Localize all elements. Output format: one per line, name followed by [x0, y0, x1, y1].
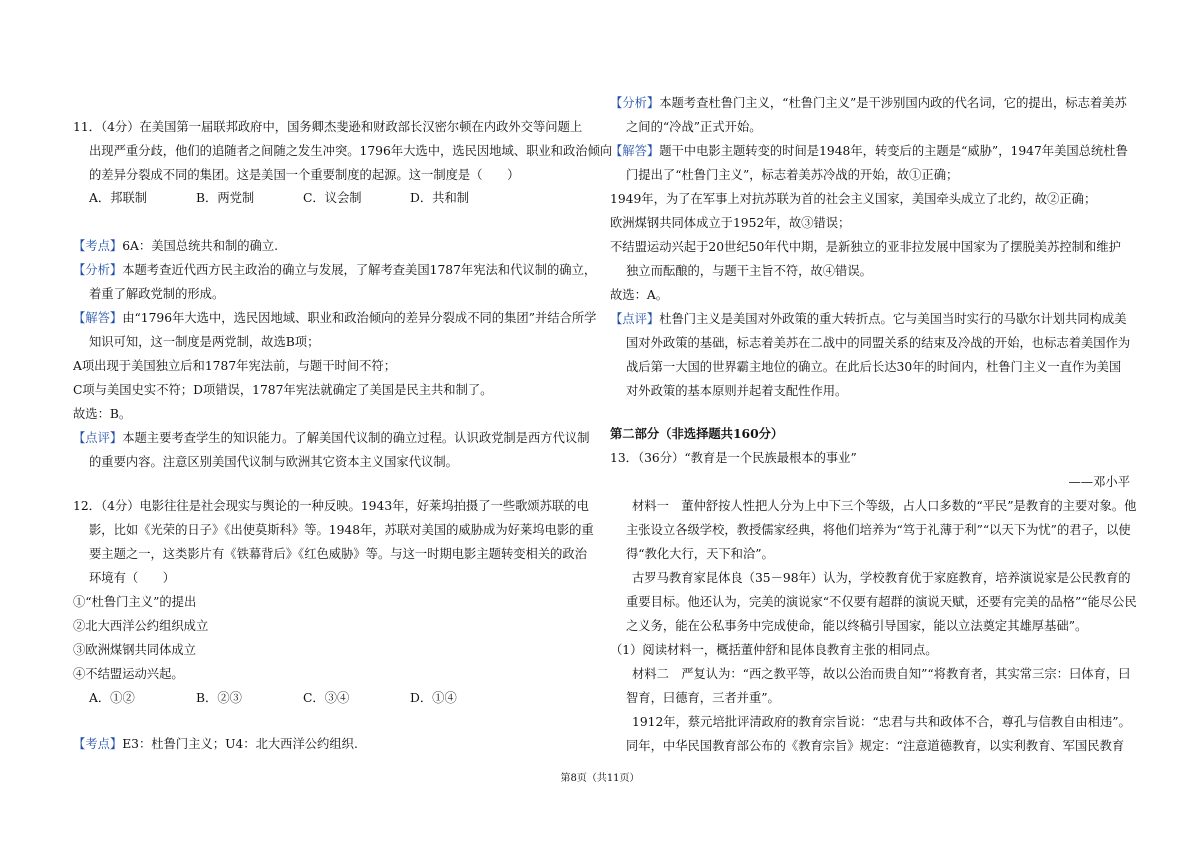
- q12-item-1: ①“杜鲁门主义”的提出: [73, 595, 197, 609]
- fenxi-tag: 【分析】: [73, 263, 123, 277]
- q11-kaodian: [73, 234, 278, 259]
- q11-options: [73, 186, 517, 211]
- q12-option-b: B．②③: [196, 691, 242, 705]
- fenxi-tag: 【分析】: [610, 96, 660, 110]
- q11-fenxi: [73, 258, 596, 283]
- q11-answer: 故选：B。: [73, 407, 132, 421]
- q13-m2-line-4: 同年，中华民国教育部公布的《教育宗旨》规定：“注意道德教育，以实利教育、军国民教育: [626, 739, 1125, 753]
- jieda-text: 题干中电影主题转变的时间是1948年，转变后的主题是“威胁”，1947年美国总统杜鲁: [659, 144, 1128, 158]
- fenxi-text: 本题考查近代西方民主政治的确立与发展，了解考查美国1787年宪法和代议制的确立，: [122, 263, 597, 277]
- q11-stem-line-3: 的差异分裂成不同的集团。这是美国一个重要制度的起源。这一制度是（ ）: [89, 168, 520, 182]
- q12-option-c: C．③④: [303, 691, 350, 705]
- q12-stem-line-4: 环境有（ ）: [89, 571, 176, 585]
- kaodian-tag: 【考点】: [73, 239, 123, 253]
- q12-fenxi-cont: 之间的“冷战”正式开始。: [626, 120, 762, 134]
- kaodian-text: 6A：美国总统共和制的确立.: [122, 239, 279, 253]
- q12-item-4: ④不结盟运动兴起。: [73, 667, 184, 681]
- q11-fenxi-cont: 着重了解政党制的形成。: [89, 287, 225, 301]
- q13-m1-line-4: 古罗马教育家昆体良（35－98年）认为，学校教育优于家庭教育，培养演说家是公民教育的: [632, 571, 1131, 585]
- jieda-tag: 【解答】: [73, 311, 123, 325]
- q12-jieda: [610, 139, 1128, 164]
- jieda-tag: 【解答】: [610, 144, 660, 158]
- q12-dianping-cont-2: 战后第一大国的世界霸主地位的确立。在此后长达30年的时间内，杜鲁门主义一直作为美国: [626, 360, 1122, 374]
- q13-m1-line-6: 之义务，能在公私事务中完成使命，能以终稿引导国家，能以立法奠定其雄厚基础”。: [626, 619, 1088, 633]
- q13-m1-line-1: 材料一 董仲舒按人性把人分为上中下三个等级，占人口多数的“平民”是教育的主要对象。他: [632, 499, 1137, 513]
- q12-option-a: A．①②: [89, 691, 135, 705]
- q12-stem-line-3: 要主题之一，这类影片有《铁幕背后》《红色威胁》等。与这一时期电影主题转变相关的政治: [89, 547, 588, 561]
- q12-item-3: ③欧洲煤钢共同体成立: [73, 643, 196, 657]
- q11-option-c: C．议会制: [303, 191, 362, 205]
- q11-stem-line-2: 出现严重分歧，他们的追随者之间随之发生冲突。1796年大选中，选民因地域、职业和政治倾向: [89, 144, 613, 158]
- kaodian-tag: 【考点】: [73, 737, 123, 751]
- section-title: 第二部分（非选择题共160分）: [610, 426, 784, 441]
- dianping-tag: 【点评】: [73, 431, 123, 445]
- q12-dianping-cont-1: 国对外政策的基础，标志着美苏在二战中的同盟关系的结束及冷战的开始，也标志着美国作为: [626, 336, 1131, 350]
- dianping-text: 本题主要考查学生的知识能力。了解美国代议制的确立过程。认识政党制是西方代议制: [122, 431, 590, 445]
- q13-title: 13．（36分）“教育是一个民族最根本的事业”: [610, 451, 857, 465]
- fenxi-text: 本题考查杜鲁门主义，“杜鲁门主义”是干涉别国内政的代名词，它的提出，标志着美苏: [659, 96, 1127, 110]
- q12-option-d: D．①④: [410, 691, 457, 705]
- q12-fenxi: [610, 91, 1127, 116]
- jieda-text: 由“1796年大选中，选民因地域、职业和政治倾向的差异分裂成不同的集团”并结合所学: [122, 311, 597, 325]
- q11-jieda-cont: 知识可知，这一制度是两党制，故选B项；: [89, 335, 320, 349]
- q12-extra-2: 欧洲煤钢共同体成立于1952年，故③错误；: [610, 216, 851, 230]
- q12-dianping: [610, 307, 1127, 332]
- q12-options: [73, 686, 517, 711]
- q13-sub-question-1: （1）阅读材料一，概括董仲舒和昆体良教育主张的相同点。: [610, 643, 938, 657]
- q11-extra-1: A项出现于美国独立后和1787年宪法前，与题干时间不符；: [73, 359, 397, 373]
- q12-jieda-cont: 门提出了“杜鲁门主义”，标志着美苏冷战的开始，故①正确；: [626, 168, 959, 182]
- q12-extra-1: 1949年，为了在军事上对抗苏联为首的社会主义国家，美国牵头成立了北约，故②正确；: [610, 192, 1097, 206]
- q12-answer: 故选：A。: [610, 288, 669, 302]
- q11-jieda: [73, 306, 596, 331]
- q12-stem-line-2: 影，比如《光荣的日子》《出使莫斯科》等。1948年，苏联对美国的威胁成为好莱坞电影的重: [89, 523, 594, 537]
- q13-sign: ——邓小平: [1068, 475, 1130, 489]
- q11-dianping-cont: 的重要内容。注意区别美国代议制与欧洲其它资本主义国家代议制。: [89, 455, 458, 469]
- page-footer: 第8页（共11页）: [560, 773, 640, 784]
- q13-m2-line-1: 材料二 严复认为：“西之教平等，故以公治而贵自知”“将教育者，其实常三宗：曰体育，曰: [632, 667, 1131, 681]
- q11-option-a: A．邦联制: [89, 191, 148, 205]
- q11-extra-2: C项与美国史实不符；D项错误，1787年宪法就确定了美国是民主共和制了。: [73, 383, 493, 397]
- q12-extra-cont: 独立而酝酿的，与题干主旨不符，故④错误。: [626, 264, 872, 278]
- q12-stem-line-1: 12．（4分）电影往往是社会现实与舆论的一种反映。1943年，好莱坞拍摄了一些歌颂苏联的电: [73, 499, 589, 513]
- q13-m1-line-2: 主张设立各级学校，教授儒家经典，将他们培养为“笃于礼薄于利”“以天下为忧”的君子，以使: [626, 523, 1131, 537]
- q11-option-b: B．两党制: [196, 191, 255, 205]
- q12-extra-3: 不结盟运动兴起于20世纪50年代中期，是新独立的亚非拉发展中国家为了摆脱美苏控制和维护: [610, 240, 1121, 254]
- dianping-tag: 【点评】: [610, 312, 660, 326]
- q11-stem-line-1: 11．（4分）在美国第一届联邦政府中，国务卿杰斐逊和财政部长汉密尔顿在内政外交等问题上: [73, 120, 583, 134]
- q12-dianping-cont-3: 对外政策的基本原则并起着支配性作用。: [626, 384, 848, 398]
- dianping-text: 杜鲁门主义是美国对外政策的重大转折点。它与美国当时实行的马歇尔计划共同构成美: [659, 312, 1127, 326]
- q12-kaodian: [73, 732, 358, 757]
- kaodian-text: E3：杜鲁门主义；U4：北大西洋公约组织.: [122, 737, 358, 751]
- q13-m1-line-3: 得“教化大行，天下和洽”。: [626, 547, 774, 561]
- q13-m1-line-5: 重要目标。他还认为，完美的演说家“不仅要有超群的演说天赋，还要有完美的品格”“能尽公民: [626, 595, 1137, 609]
- q13-m2-line-3: 1912年，蔡元培批评清政府的教育宗旨说：“忠君与共和政体不合，尊孔与信教自由相违”。: [632, 715, 1131, 729]
- q12-item-2: ②北大西洋公约组织成立: [73, 619, 209, 633]
- q11-option-d: D．共和制: [410, 191, 470, 205]
- q11-dianping: [73, 426, 590, 451]
- q13-m2-line-2: 智育，曰德育，三者并重”。: [626, 691, 780, 705]
